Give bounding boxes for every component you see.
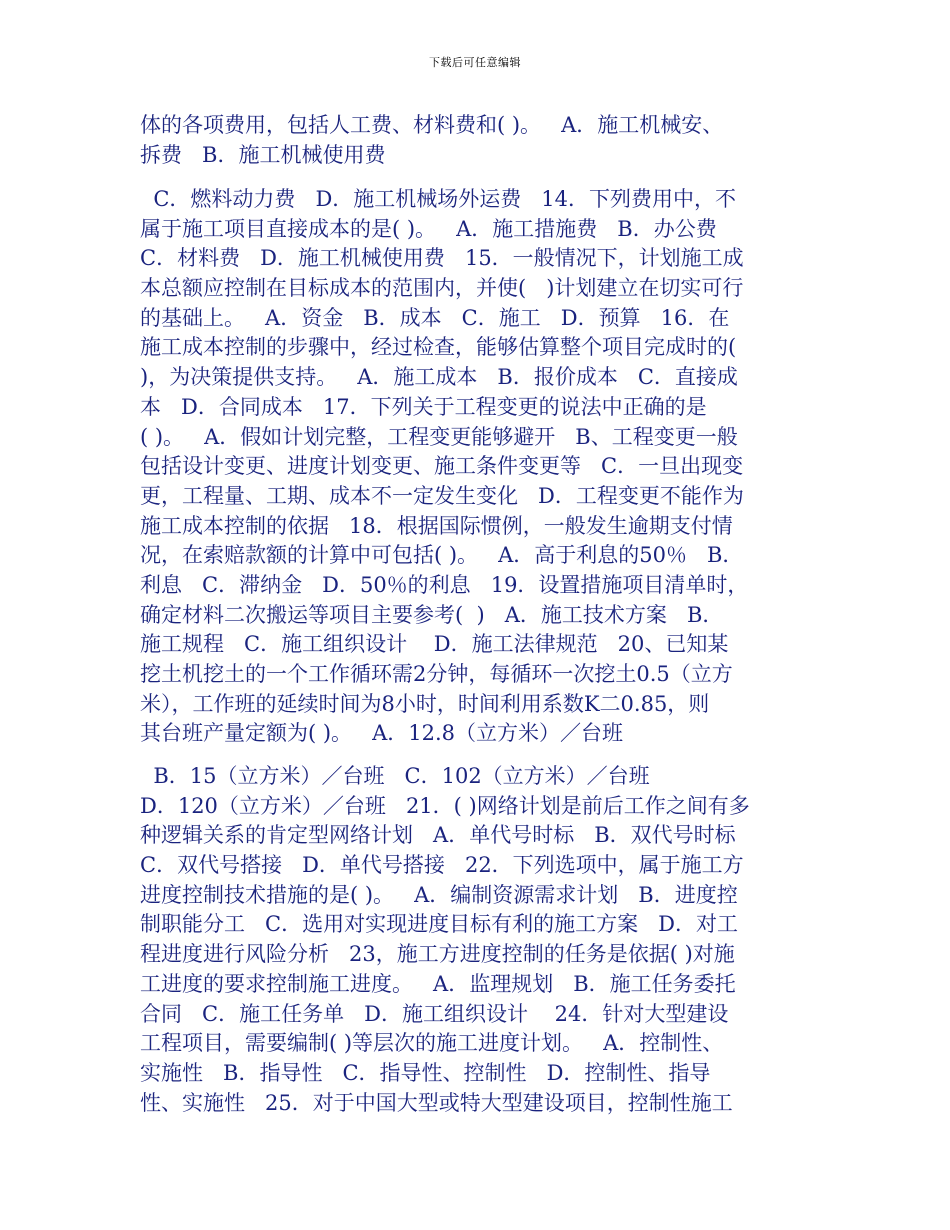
text-line: 制职能分工 C．选用对实现进度目标有利的施工方案 D．对工 [140,912,738,937]
text-line: 合同 C．施工任务单 D．施工组织设计 24．针对大型建设 [140,1001,729,1026]
text-line: 本总额应控制在目标成本的范围内，并使( )计划建立在切实可行 [140,276,744,301]
text-line: C．燃料动力费 D．施工机械场外运费 14．下列费用中，不 [140,187,737,211]
text-line: B．15（立方米）／台班 C．102（立方米）／台班 [140,764,650,788]
paragraph-3 [140,762,812,1118]
text-line: 施工成本控制的依据 18．根据国际惯例，一般发生逾期支付情 [140,513,733,538]
text-line: 本 D．合同成本 17．下列关于工程变更的说法中正确的是 [140,394,707,419]
paragraph-2 [140,185,812,749]
text-line: 工进度的要求控制施工进度。 A．监理规划 B．施工任务委托 [140,971,736,996]
text-line: 米），工作班的延续时间为8小时，时间利用系数K二0.85，则 [140,691,710,716]
text-line: 确定材料二次搬运等项目主要参考( ) A．施工技术方案 B． [140,602,724,627]
text-line: 体的各项费用，包括人工费、材料费和( )。 A．施工机械安、 [140,113,724,137]
text-line: 施工成本控制的步骤中，经过检查，能够估算整个项目完成时的( [140,335,737,360]
text-line: D．120（立方米）／台班 21．( )网络计划是前后工作之间有多 [140,793,750,818]
text-line: 其台班产量定额为( )。 A．12.8（立方米）／台班 [140,721,624,746]
text-line: 程进度进行风险分析 23，施工方进度控制的任务是依据( )对施 [140,942,735,967]
text-line: 包括设计变更、进度计划变更、施工条件变更等 C．一旦出现变 [140,454,744,479]
text-line: 的基础上。 A．资金 B．成本 C．施工 D．预算 16．在 [140,305,730,330]
text-line: 属于施工项目直接成本的是( )。 A．施工措施费 B．办公费 [140,216,717,241]
text-line: 挖土机挖土的一个工作循环需2分钟，每循环一次挖土0.5（立方 [140,662,733,686]
text-line: 性、实施性 25．对于中国大型或特大型建设项目，控制性施工 [140,1090,733,1115]
text-line: )，为决策提供支持。 A．施工成本 B．报价成本 C．直接成 [140,365,738,390]
text-line: 进度控制技术措施的是( )。 A．编制资源需求计划 B．进度控 [140,882,738,907]
text-line: 施工规程 C．施工组织设计 D．施工法律规范 20、已知某 [140,632,729,657]
text-line: 更，工程量、工期、成本不一定发生变化 D．工程变更不能作为 [140,483,744,508]
text-line: 种逻辑关系的肯定型网络计划 A．单代号时标 B．双代号时标 [140,823,736,848]
text-line: 利息 C．滞纳金 D．50％的利息 19．设置措施项目清单时， [140,572,749,597]
text-line: C．双代号搭接 D．单代号搭接 22．下列选项中，属于施工方 [140,853,744,878]
text-line: 拆费 B．施工机械使用费 [140,142,386,167]
text-line: 实施性 B．指导性 C．指导性、控制性 D．控制性、指导 [140,1060,711,1085]
paragraph-1 [140,111,812,170]
page-header: 下载后可任意编辑 [429,56,521,69]
text-line: 工程项目，需要编制( )等层次的施工进度计划。 A．控制性、 [140,1031,724,1056]
text-line: 况，在索赔款额的计算中可包括( )。 A．高于利息的50％ B． [140,543,744,568]
text-line: C．材料费 D．施工机械使用费 15．一般情况下，计划施工成 [140,246,744,271]
text-line: ( )。 A．假如计划完整，工程变更能够避开 B、工程变更一般 [140,424,738,449]
